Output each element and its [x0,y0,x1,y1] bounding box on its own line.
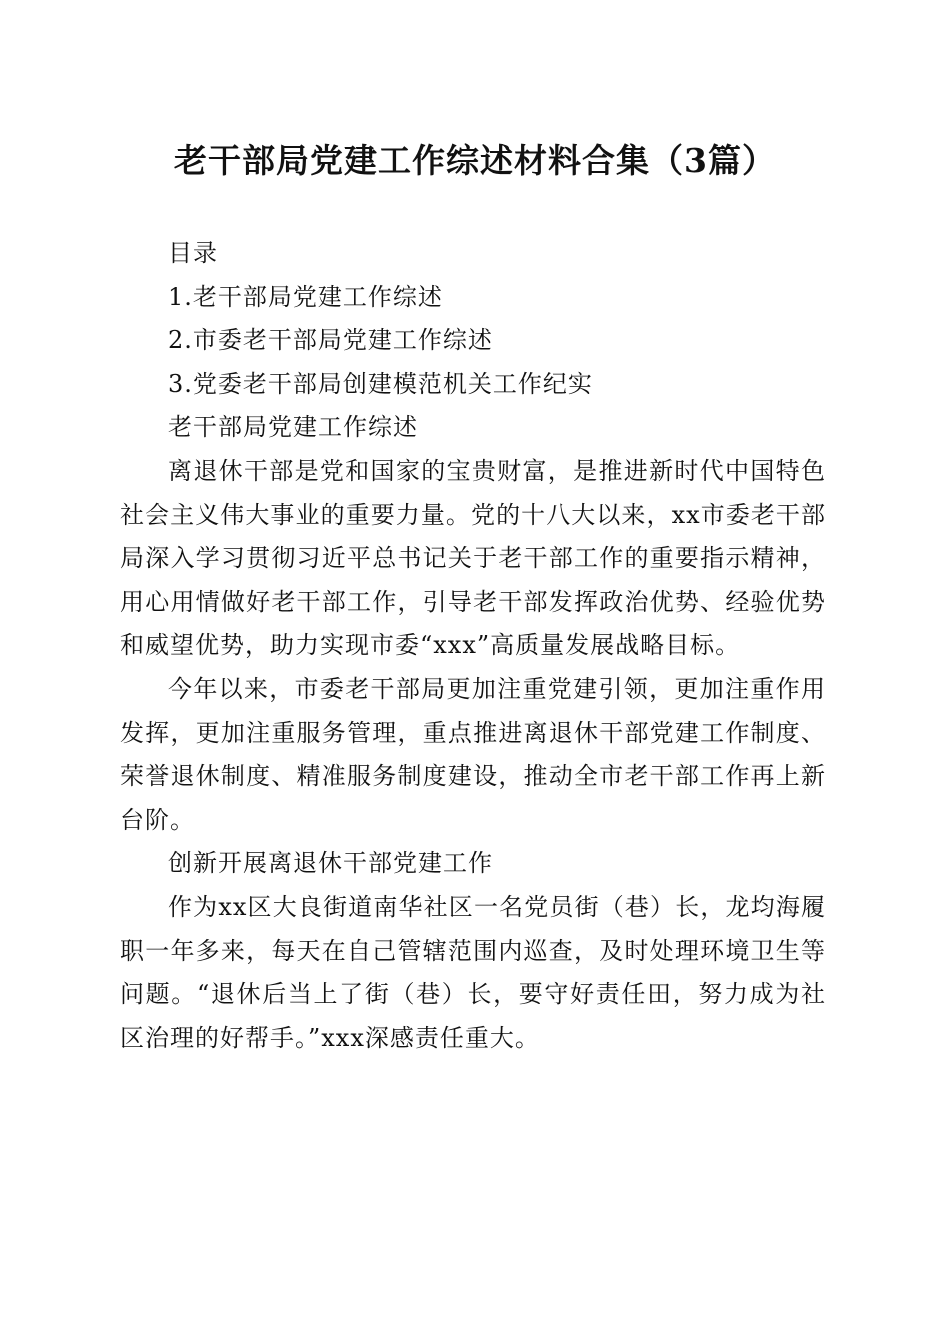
document-body [120,232,826,1060]
section-title: 老干部局党建工作综述 [168,413,418,442]
toc-heading: 目录 [168,239,218,267]
paragraph: 离退休干部是党和国家的宝贵财富，是推进新时代中国特色社会主义伟大事业的重要力量。党的十八大以来，xx市委老干部局深入学习贯彻习近平总书记关于老干部工作的重要指示精神，用心用情做好老干部工作，引导老干部发挥政治优势、经验优势和威望优势，助力实现市委“xxx”高质量发展战略目标。 [120,456,826,660]
toc-item: 2.市委老干部局党建工作综述 [168,326,493,355]
document-title: 老干部局党建工作综述材料合集（3篇） [174,141,776,180]
paragraph: 作为xx区大良街道南华社区一名党员街（巷）长，龙均海履职一年多来，每天在自己管辖范围内巡查，及时处理环境卫生等问题。“退休后当上了街（巷）长，要守好责任田，努力成为社区治理的好帮手。”xxx深感责任重大。 [120,892,826,1052]
toc-item: 1.老干部局党建工作综述 [168,282,443,311]
toc-item: 3.党委老干部局创建模范机关工作纪实 [168,369,593,398]
paragraph: 今年以来，市委老干部局更加注重党建引领，更加注重作用发挥，更加注重服务管理，重点推进离退休干部党建工作制度、荣誉退休制度、精准服务制度建设，推动全市老干部工作再上新台阶。 [120,674,826,834]
subsection-title: 创新开展离退休干部党建工作 [168,849,493,878]
